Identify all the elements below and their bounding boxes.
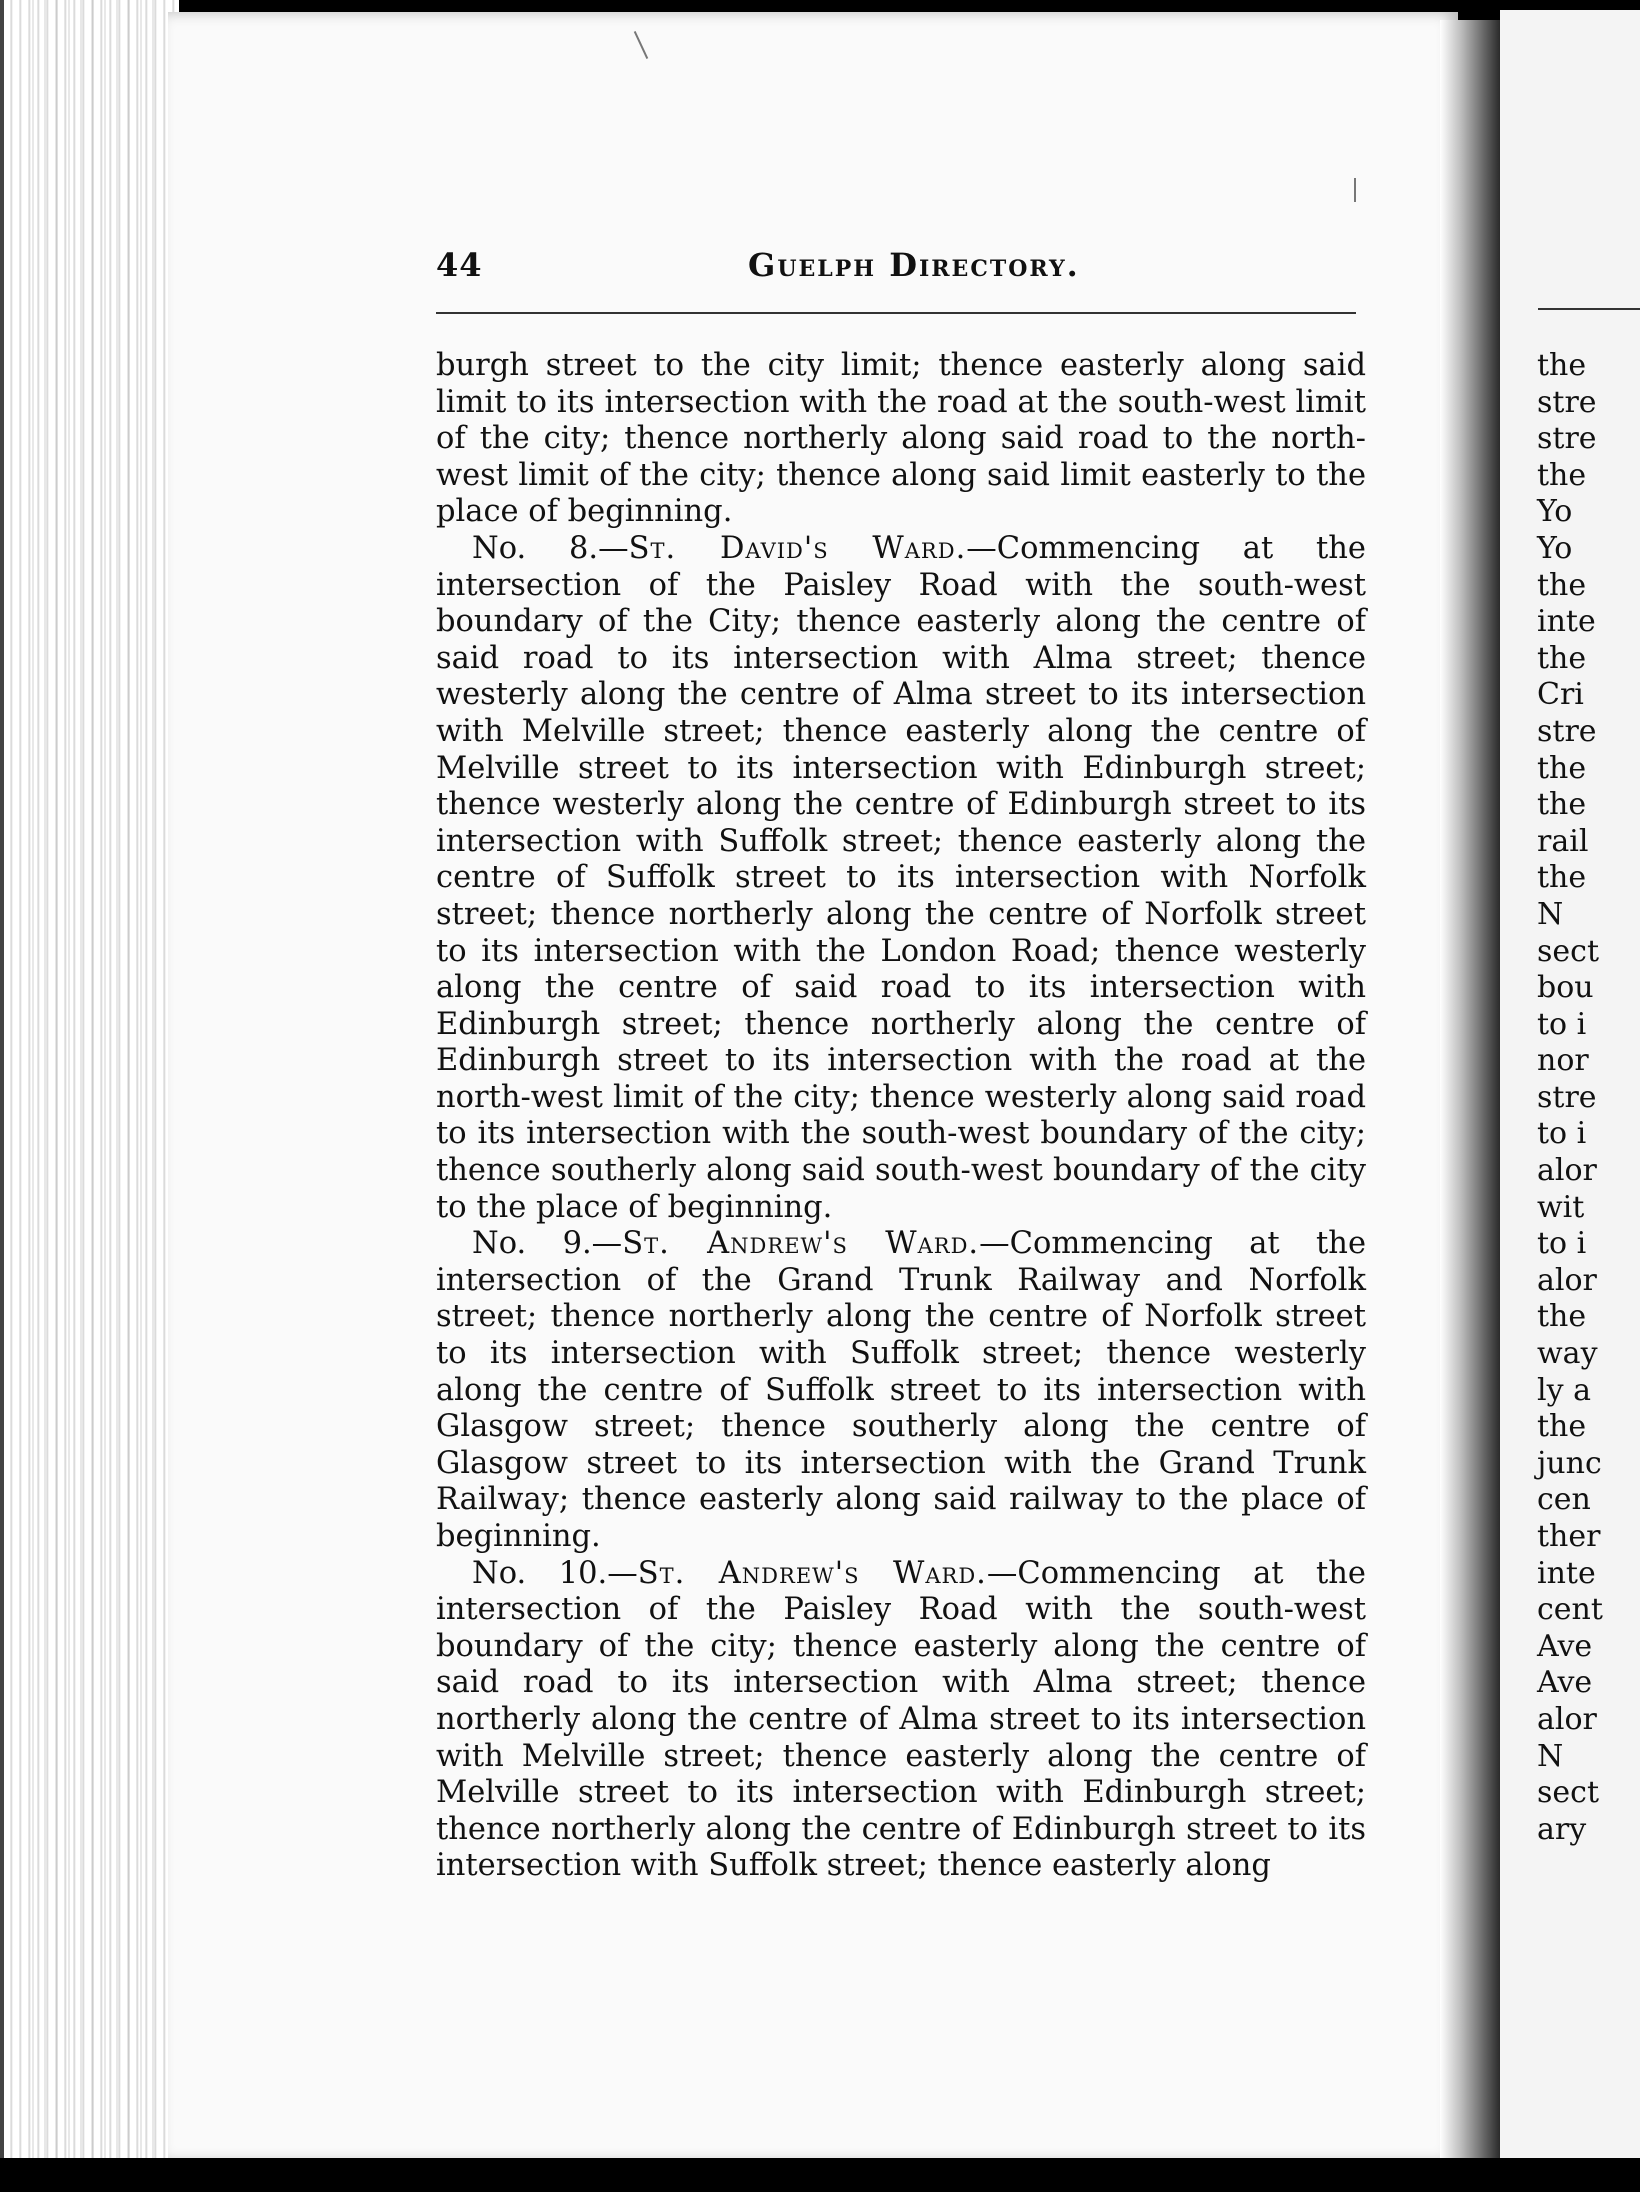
- body-text: [436, 348, 1366, 1885]
- right-fragment-line: stre: [1537, 1079, 1597, 1115]
- right-fragment-line: the: [1537, 787, 1587, 823]
- right-fragment-line: stre: [1537, 384, 1597, 420]
- ward-name: St. Andrew's Ward.: [637, 1555, 987, 1591]
- right-fragment-line: Ave: [1537, 1628, 1593, 1664]
- right-fragment-line: the: [1537, 860, 1587, 896]
- scan-bottom-border: [0, 2158, 1640, 2192]
- right-fragment-line: rail: [1537, 823, 1589, 859]
- header-rule: [436, 312, 1356, 314]
- ward-name: St. David's Ward.: [628, 530, 967, 566]
- right-fragment-line: inte: [1537, 604, 1596, 640]
- right-fragment-line: sect: [1537, 1775, 1600, 1811]
- running-title: Guelph Directory.: [748, 246, 1080, 284]
- right-fragment-line: ther: [1537, 1519, 1601, 1554]
- right-fragment-line: stre: [1537, 713, 1597, 749]
- right-fragment-line: ary: [1537, 1811, 1587, 1847]
- right-fragment-line: the: [1537, 1299, 1587, 1335]
- ward-description: —Commencing at the intersection of the Paisley Road with the south-west boundary of the City; thence easterly along the centre of said road to its intersection with Alma street; thence westerly along the centre of Alma street to its intersection with Melville street; thence easterly along the centre of Melville street to its intersection with Edinburgh street; thence westerly along the centre of Edinburgh street to its intersection with Suffolk street; thence easterly along the centre of Suffolk street to its intersection with Norfolk street; thence northerly along the centre of Norfolk street to its intersection with the London Road; thence westerly along the centre of said road to its intersection with Edinburgh street; thence northerly along the centre of Edinburgh street to its intersection with the road at the north-west limit of the city; thence westerly along said road to its intersection with the south-west boundary of the city; thence southerly along said south-west boundary of the city to the place of beginning.: [436, 530, 1366, 1225]
- right-fragment-line: to i: [1537, 1006, 1587, 1042]
- right-fragment-line: the: [1537, 457, 1587, 493]
- page-number: 44: [436, 246, 483, 284]
- right-fragment-line: ly a: [1537, 1372, 1591, 1408]
- ward-paragraph-8: [436, 531, 1366, 1226]
- right-fragment-line: inte: [1537, 1555, 1596, 1591]
- right-fragment-line: alor: [1537, 1262, 1597, 1298]
- right-fragment-line: N: [1537, 896, 1564, 932]
- right-fragment-line: Cri: [1537, 677, 1584, 713]
- right-fragment-line: bou: [1537, 970, 1594, 1006]
- right-fragment-line: to i: [1537, 1116, 1587, 1152]
- page-edge-lines: [22, 0, 162, 2160]
- scan-artifact-mark: [1354, 178, 1356, 202]
- right-fragment-line: nor: [1537, 1043, 1589, 1079]
- right-fragment-line: sect: [1537, 933, 1600, 969]
- right-fragment-line: Yo: [1537, 494, 1573, 530]
- ward-number: No. 9.—: [472, 1226, 623, 1262]
- right-fragment-line: alor: [1537, 1701, 1597, 1737]
- right-page-text-fragments: [1537, 348, 1640, 1848]
- right-fragment-line: the: [1537, 750, 1587, 786]
- left-page-edges: [0, 0, 179, 2160]
- right-fragment-line: cen: [1537, 1482, 1591, 1518]
- right-page-header-rule: [1538, 308, 1640, 310]
- right-fragment-line: wit: [1537, 1189, 1585, 1225]
- running-head: [436, 246, 1356, 296]
- intro-paragraph: burgh street to the city limit; thence easterly along said limit to its intersection with the road at the south-west limit of the city; thence northerly along said road to the north-west limit of the city; thence along said limit easterly to the place of beginning.: [436, 348, 1366, 530]
- right-fragment-line: way: [1537, 1336, 1598, 1372]
- right-fragment-line: the: [1537, 640, 1587, 676]
- right-fragment-line: alor: [1537, 1153, 1597, 1189]
- right-fragment-line: to i: [1537, 1226, 1587, 1262]
- right-fragment-line: Ave: [1537, 1665, 1593, 1701]
- right-fragment-line: N: [1537, 1738, 1564, 1774]
- right-fragment-line: Yo: [1537, 530, 1573, 566]
- right-fragment-line: cent: [1537, 1592, 1603, 1628]
- right-fragment-line: the: [1537, 348, 1587, 383]
- ward-paragraph-10: [436, 1556, 1366, 1885]
- right-fragment-line: stre: [1537, 421, 1597, 457]
- ward-paragraph-9: [436, 1226, 1366, 1555]
- right-fragment-line: the: [1537, 567, 1587, 603]
- right-fragment-line: junc: [1537, 1445, 1602, 1481]
- ward-number: No. 8.—: [472, 530, 629, 566]
- book-gutter: [1440, 20, 1500, 2170]
- ward-name: St. Andrew's Ward.: [622, 1226, 980, 1262]
- right-fragment-line: the: [1537, 1409, 1587, 1445]
- ward-description: —Commencing at the intersection of the Grand Trunk Railway and Norfolk street; thence northerly along the centre of Norfolk street to its intersection with Suffolk street; thence westerly along the centre of Suffolk street to its intersection with Glasgow street; thence southerly along the centre of Glasgow street to its intersection with the Grand Trunk Railway; thence easterly along said railway to the place of beginning.: [436, 1226, 1366, 1554]
- ward-number: No. 10.—: [472, 1555, 638, 1591]
- ward-description: —Commencing at the intersection of the Paisley Road with the south-west boundary of the city; thence easterly along the centre of said road to its intersection with Alma street; thence northerly along the centre of Alma street to its intersection with Melville street; thence easterly along the centre of Melville street to its intersection with Edinburgh street; thence northerly along the centre of Edinburgh street to its intersection with Suffolk street; thence easterly along: [436, 1555, 1366, 1884]
